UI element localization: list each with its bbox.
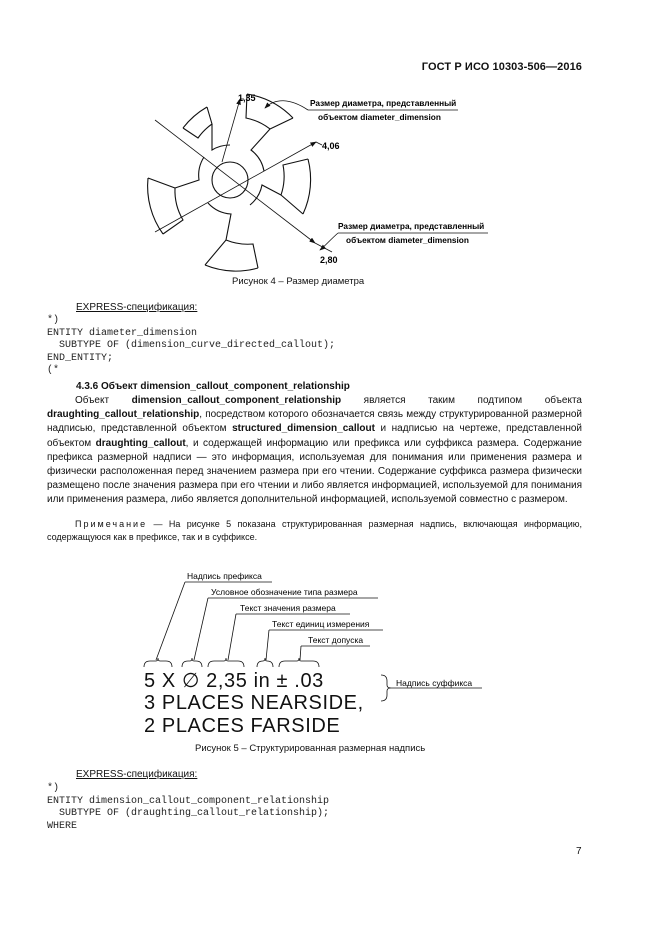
label-symbol: Условное обозначение типа размера — [211, 587, 358, 597]
label-value: Текст значения размера — [240, 603, 336, 613]
express-title-1: EXPRESS-спецификация: — [76, 302, 198, 313]
callout-label-2b: объектом diameter_dimension — [346, 235, 469, 245]
dim-label-bottom: 2,80 — [320, 255, 338, 265]
callout-label-1a: Размер диаметра, представленный — [310, 98, 457, 108]
callout-line-1: 5 X ∅ 2,35 in ± .03 — [144, 670, 324, 692]
express-title-2: EXPRESS-спецификация: — [76, 769, 198, 780]
callout-line-3: 2 PLACES FARSIDE — [144, 715, 341, 737]
label-tolerance: Текст допуска — [308, 635, 364, 645]
dim-label-mid: 4,06 — [322, 141, 340, 151]
callout-line-2: 3 PLACES NEARSIDE, — [144, 692, 364, 714]
section-heading: 4.3.6 Объект dimension_callout_component_relationship — [76, 381, 350, 392]
figure-5-caption: Рисунок 5 – Структурированная размерная надпись — [195, 743, 426, 754]
page-number: 7 — [576, 846, 582, 857]
dim-label-top: 1,35 — [238, 93, 256, 103]
label-prefix: Надпись префикса — [187, 571, 262, 581]
callout-label-1b: объектом diameter_dimension — [318, 112, 441, 122]
document-header: ГОСТ Р ИСО 10303-506—2016 — [421, 61, 582, 73]
section-paragraph: Объект dimension_callout_component_relationship является таким подтипом объекта draughting_callout_relationship, посредством которого обозначается связь между структурированной размерной надписью, представленной объектом structured_dimension_callout и надписью на чертеже, представленной объектом draughting_callout, и содержащей информацию или префикса или суффикса размера. Содержание префикса размерной надписи — это информация, используемая для понимания или применения размера и физически расположенная перед значением размера при его чтении. Содержание суффикса размера физически размещено после значения размера при его чтении и либо является информацией, используемой для понимания или применения размера, либо является дополнительной информацией, используемой совместно с размером. — [47, 395, 582, 506]
figure-4-caption: Рисунок 4 – Размер диаметра — [232, 276, 365, 287]
express-code-1: *) ENTITY diameter_dimension SUBTYPE OF (dimension_curve_directed_callout); END_ENTITY; (* — [47, 315, 336, 376]
label-suffix: Надпись суффикса — [396, 678, 473, 688]
note-paragraph: Примечание — На рисунке 5 показана структурированная размерная надпись, включающая информацию, содержащуюся как в префиксе, так и в суффиксе. — [47, 519, 582, 542]
callout-label-2a: Размер диаметра, представленный — [338, 221, 485, 231]
label-units: Текст единиц измерения — [272, 619, 370, 629]
express-code-2: *) ENTITY dimension_callout_component_relationship SUBTYPE OF (draughting_callout_relationship); WHERE — [47, 783, 330, 832]
